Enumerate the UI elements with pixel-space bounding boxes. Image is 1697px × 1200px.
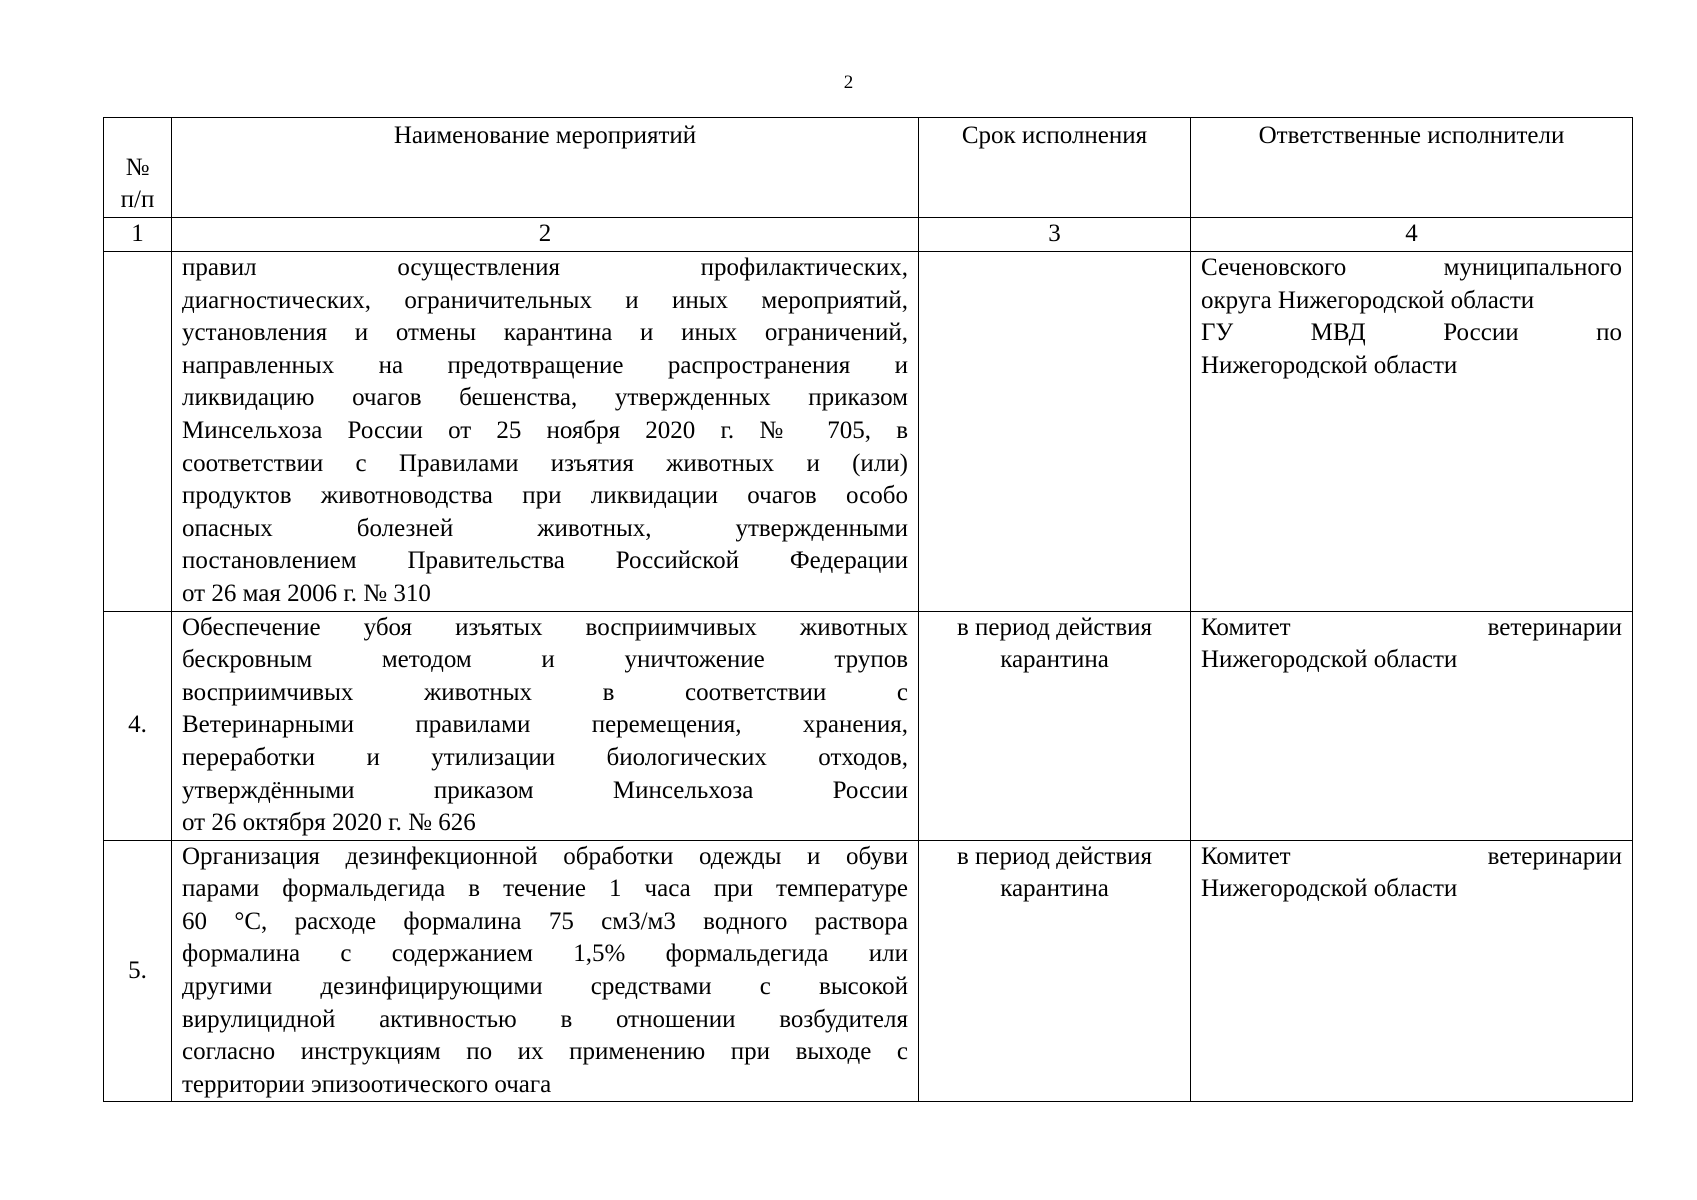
cell-line: 60 °С, расходе формалина 75 см3/м3 водного раствора <box>182 907 908 935</box>
cell-line: Нижегородской области <box>1201 351 1458 379</box>
header-number <box>104 118 172 218</box>
measure-responsible <box>1191 840 1633 1102</box>
cell-line: диагностических, ограничительных и иных мероприятий, <box>182 286 908 314</box>
cell-line: в период действия <box>956 613 1153 641</box>
cell-line: постановлением Правительства Российской Федерации <box>182 547 908 575</box>
cell-line: направленных на предотвращение распространения и <box>182 351 908 379</box>
row-number: 4. <box>104 611 172 840</box>
row-number: 5. <box>104 840 172 1102</box>
cell-line: Обеспечение убоя изъятых восприимчивых животных <box>182 613 908 641</box>
header-term: Срок исполнения <box>919 118 1191 218</box>
column-numbers-row <box>104 218 1633 252</box>
cell-line: Сеченовского муниципального <box>1201 254 1622 281</box>
cell-line: округа Нижегородской области <box>1201 286 1535 314</box>
cell-line: согласно инструкциям по их применению при выходе с <box>182 1038 908 1066</box>
header-number-symbol: № <box>125 154 150 181</box>
cell-line: ликвидацию очагов бешенства, утвержденных приказом <box>182 384 908 412</box>
cell-line: ГУ МВД России по <box>1201 319 1622 347</box>
table-row <box>104 840 1633 1102</box>
cell-line: парами формальдегида в течение 1 часа при температуре <box>182 875 908 903</box>
cell-line: Комитет ветеринарии <box>1201 613 1622 641</box>
measure-term <box>919 840 1191 1102</box>
cell-line: территории эпизоотического очага <box>182 1070 552 1098</box>
cell-line: Организация дезинфекционной обработки одежды и обуви <box>182 842 908 870</box>
page-number: 2 <box>843 72 854 93</box>
cell-line: переработки и утилизации биологических отходов, <box>182 743 908 771</box>
cell-line: Минсельхоза России от 25 ноября 2020 г. № 705, в <box>182 416 908 444</box>
cell-line: Нижегородской области <box>1201 875 1458 903</box>
row-number <box>104 252 172 612</box>
measure-name <box>172 840 919 1102</box>
cell-line: Ветеринарными правилами перемещения, хранения, <box>182 711 908 739</box>
table-header-row <box>104 118 1633 218</box>
cell-line: вирулицидной активностью в отношении возбудителя <box>182 1005 908 1033</box>
cell-line: установления и отмены карантина и иных ограничений, <box>182 319 908 347</box>
cell-line: бескровным методом и уничтожение трупов <box>182 646 908 674</box>
column-number-3: 3 <box>919 218 1191 252</box>
column-number-1: 1 <box>104 218 172 252</box>
measure-name <box>172 252 919 612</box>
measures-table <box>103 117 1633 1102</box>
cell-line: от 26 октября 2020 г. № 626 <box>182 809 476 837</box>
column-number-4: 4 <box>1191 218 1633 252</box>
header-responsible: Ответственные исполнители <box>1191 118 1633 218</box>
measure-name <box>172 611 919 840</box>
cell-line: другими дезинфицирующими средствами с высокой <box>182 973 908 1001</box>
cell-line: карантина <box>1000 875 1109 903</box>
cell-line: от 26 мая 2006 г. № 310 <box>182 579 431 607</box>
cell-line: опасных болезней животных, утвержденными <box>182 514 908 542</box>
table-row <box>104 611 1633 840</box>
cell-line: карантина <box>1000 646 1109 674</box>
cell-line: продуктов животноводства при ликвидации очагов особо <box>182 482 908 510</box>
measure-responsible <box>1191 611 1633 840</box>
header-name: Наименование мероприятий <box>172 118 919 218</box>
cell-line: Нижегородской области <box>1201 646 1458 674</box>
cell-line: утверждёнными приказом Минсельхоза России <box>182 776 908 804</box>
header-number-abbr: п/п <box>120 186 155 213</box>
cell-line: восприимчивых животных в соответствии с <box>182 678 908 706</box>
cell-line: Комитет ветеринарии <box>1201 842 1622 870</box>
cell-line: в период действия <box>956 842 1153 870</box>
cell-line: формалина с содержанием 1,5% формальдегида или <box>182 940 908 968</box>
table-row <box>104 252 1633 612</box>
measure-term <box>919 252 1191 612</box>
measure-term <box>919 611 1191 840</box>
measure-responsible <box>1191 252 1633 612</box>
cell-line: соответствии с Правилами изъятия животных и (или) <box>182 449 908 477</box>
column-number-2: 2 <box>172 218 919 252</box>
cell-line: правил осуществления профилактических, <box>182 254 908 281</box>
